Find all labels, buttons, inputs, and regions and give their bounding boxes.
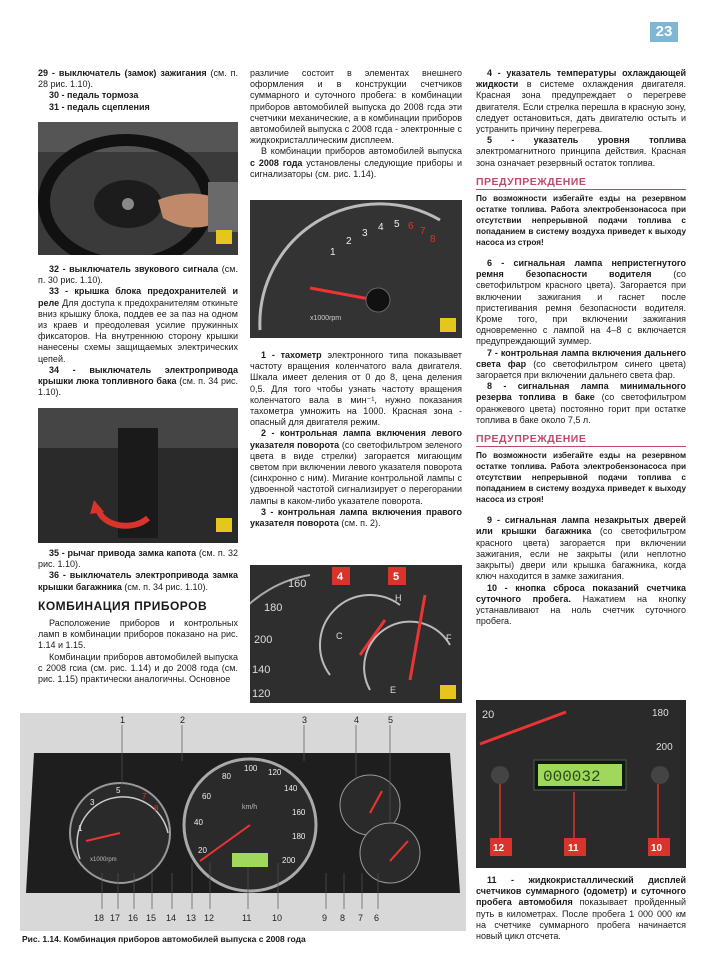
cluster-speed-tick: 120 — [268, 768, 282, 777]
cluster-callout: 4 — [354, 715, 360, 725]
photo-hood-lever — [38, 408, 238, 543]
column-1 — [38, 68, 238, 113]
callout-12: 12 — [493, 843, 505, 854]
col2-para-1: различие состоит в элементах внешнего оформления и в конструкции счетчиков суммарного и суточного пробега: в комбинации приборов автомобилей выпуска до 2008 гсда эти счетчики механические, а в комбинации приборов автомобилей выпуска с 2008 гсда - электронные с жидкокристаллическим дисплеем. — [250, 68, 462, 146]
gauge-fuel-f: F — [446, 633, 452, 643]
cluster-callout: 13 — [186, 913, 197, 923]
lcd-tick-200: 200 — [656, 742, 673, 753]
photo-lcd-display — [476, 700, 686, 868]
cluster-callout: 11 — [242, 913, 252, 923]
warning-title-1: ПРЕДУПРЕЖДЕНИЕ — [476, 177, 686, 190]
cluster-callout: 14 — [166, 913, 177, 923]
photo-temp-fuel-gauges — [250, 565, 462, 703]
cluster-callout: 3 — [302, 715, 308, 725]
section-title: КОМБИНАЦИЯ ПРИБОРОВ — [38, 598, 208, 613]
cluster-callout: 17 — [110, 913, 121, 923]
cluster-callout: 18 — [94, 913, 105, 923]
item-10-text: Нажатием на кнопку устанавливают на ноль счетчик суточного пробега. — [476, 593, 686, 627]
cluster-speed-tick: 140 — [284, 784, 298, 793]
item-4-text: в системе охлаждения двигателя. Красная зона предупреждает о перегреве двигателя. Если стрелка перешла в красную зону, следует остановиться, дать двигателю остыть и устранить причину перегрева. — [476, 79, 686, 135]
item-2-text: (со светофильтром зеленого цвета в виде стрелки) загорается мигающим светом при включении левого указателя поворота (синхронно с ним). Мигание контрольной лампы с удвоенной частотой сигнализирует о перегорании лампы в каком-либо указателе поворота. — [250, 439, 462, 506]
cluster-tacho-tick: 3 — [90, 798, 95, 807]
tacho-tick: 1 — [330, 247, 336, 258]
item-11-title: 11 - жидкокристаллический дисплей счетчиков суммарного (одометр) и суточного пробега автомобиля — [476, 875, 686, 908]
item-3-title: 3 - контрольная лампа включения правого указателя поворота — [250, 506, 462, 529]
photo-instrument-cluster — [20, 713, 466, 931]
cluster-tacho-tick: 8 — [154, 804, 159, 813]
callout-10: 10 — [651, 843, 663, 854]
tacho-tick: 3 — [362, 228, 368, 239]
cluster-callout: 10 — [272, 913, 283, 923]
item-1-title: 1 - тахометр — [261, 350, 322, 360]
item-9-text: (со светофильтром красного цвета) загорается при включении зажигания, если не закрыты (или неплотно закрыты) двери или крышка багажника, когда ключ находится в замке зажигания. — [476, 526, 686, 582]
column-2-b — [250, 350, 462, 529]
detail-speed-tick: 180 — [264, 602, 283, 614]
item-7-title: 7 - контрольная лампа включения дальнего света фар — [476, 347, 686, 369]
item-8-title: 8 - сигнальная лампа минимального резерва топлива в баке — [476, 381, 686, 403]
item-1-text: электронного типа показывает частоту вращения коленчатого вала двигателя. Шкала имеет деления от 0 до 8, цена деления 0,5. Для того чтобы узнать частоту вращения коленчатого вала в мин⁻¹, нужно показания тахометра умножить на 1000. Красная зона - опасный для двигателя режим. — [250, 350, 463, 428]
intro-1: Расположение приборов и контрольных ламп в комбинации приборов показано на рис. 1.14 и 1.15. — [38, 618, 238, 651]
cluster-callout: 9 — [322, 913, 328, 923]
cluster-tacho-unit: x1000rpm — [90, 857, 117, 863]
intro-2: Комбинации приборов автомобилей выпуска с 2008 гсиа (см. рис. 1.14) и до 2008 года (см. рис. 1.15) практически аналогичны. Основное — [38, 651, 238, 685]
page-number: 23 — [650, 22, 678, 42]
col2-para-2b: с 2008 года — [250, 157, 303, 168]
gauge-temp-h: H — [395, 593, 402, 603]
tacho-tick: 5 — [394, 219, 400, 230]
cluster-tacho-tick: 1 — [78, 824, 83, 833]
gauge-temp-c: C — [336, 631, 343, 641]
tacho-tick: 8 — [430, 234, 436, 245]
cluster-callout: 5 — [388, 715, 394, 725]
item-32-ref: (см. п. 30 рис. 1.10). — [38, 264, 238, 286]
column-3-b — [476, 875, 686, 942]
detail-speed-tick: 140 — [252, 664, 271, 676]
callout-4: 4 — [337, 571, 344, 583]
column-1-c — [38, 548, 238, 685]
cluster-callout: 1 — [120, 715, 126, 725]
item-6-title: 6 - сигнальная лампа непристегнутого ремня безопасности водителя — [476, 258, 686, 280]
item-34-title: 34 - выключатель электропривода крышки люка топливного бака — [38, 364, 238, 387]
tacho-tick: 6 — [408, 221, 414, 232]
cluster-speed-tick: 200 — [282, 856, 296, 865]
tacho-tick: 4 — [378, 222, 384, 233]
cluster-speed-unit: km/h — [242, 804, 258, 811]
item-33-text: Для доступа к предохранителям откиньте вниз крышку блока, поддев ее за паз на одном из краев и преодолевая усилие пружинных фиксаторов. На внутреннюю сторону крышки нанесены схемы защищаемых электрических цепей. — [38, 297, 238, 364]
callout-11: 11 — [568, 843, 579, 854]
item-32-title: 32 - выключатель звукового сигнала — [49, 264, 219, 274]
gauge-fuel-e: E — [390, 685, 397, 695]
item-29-ref: (см. п. 28 рис. 1.10). — [38, 68, 238, 90]
column-1-b — [38, 264, 238, 398]
figure-caption: Рис. 1.14. Комбинация приборов автомобилей выпуска с 2008 года — [22, 934, 306, 944]
column-2 — [250, 68, 462, 180]
callout-5: 5 — [393, 571, 400, 583]
detail-speed-tick: 160 — [288, 578, 307, 590]
item-7-text: (со светофильтром синего цвета) загорается при включении дальнего света фар. — [476, 358, 686, 381]
item-33-title: 33 - крышка блока предохранителей и реле — [38, 286, 238, 308]
item-31-title: 31 - педаль сцепления — [49, 101, 150, 112]
tacho-unit: x1000rpm — [310, 315, 342, 322]
item-5-text: электромагнитного принципа действия. Красная зона означает резервный остаток топлива. — [476, 146, 686, 168]
cluster-callout: 15 — [146, 913, 157, 923]
item-36-title: 36 - выключатель электропривода замка крышки багажника — [38, 570, 238, 592]
cluster-speed-tick: 40 — [194, 818, 203, 827]
lcd-value: 000032 — [543, 768, 601, 786]
item-30-title: 30 - педаль тормоза — [49, 90, 139, 101]
item-11-text: показывает пройденный путь в километрах. После пробега 1 000 000 км на счетчике суммарного пробега начинается новый цикл отсчета. — [476, 897, 686, 942]
cluster-callout: 2 — [180, 715, 186, 725]
detail-speed-tick: 120 — [252, 688, 271, 700]
cluster-callout: 12 — [204, 913, 215, 923]
item-5-title: 5 - указатель уровня топлива — [487, 135, 686, 146]
cluster-speed-tick: 60 — [202, 792, 211, 801]
tacho-tick: 7 — [420, 226, 426, 237]
lcd-tick-180: 180 — [652, 708, 669, 719]
cluster-speed-tick: 20 — [198, 846, 207, 855]
photo-tachometer — [250, 200, 462, 338]
cluster-tacho-tick: 7 — [142, 792, 147, 801]
cluster-callout: 8 — [340, 913, 346, 923]
tacho-tick: 2 — [346, 236, 352, 247]
warning-text-1: По возможности избегайте езды на резервном остатке топлива. Работа электробензонасоса при отсутствии непрерывной подачи топлива с попаданием в систему воздуха приведет к выходу насоса из строя! — [476, 194, 686, 248]
item-10-title: 10 - кнопка сброса показаний счетчика суточного пробега. — [476, 582, 686, 604]
detail-speed-tick: 200 — [254, 634, 273, 646]
item-3-ref: (см. п. 2). — [338, 518, 381, 529]
warning-text-2: По возможности избегайте езды на резервном остатке топлива. Работа электробензонасоса при отсутствии непрерывной подачи топлива с попаданием в систему воздуха приведет к выходу насоса из строя! — [476, 451, 686, 505]
photo-steering-wheel — [38, 122, 238, 255]
col2-para-2a: В комбинации приборов автомобилей выпуска — [261, 146, 462, 157]
item-4-title: 4 - указатель температуры охлаждающей жидкости — [476, 68, 686, 90]
item-35-ref: (см. п. 32 рис. 1.10). — [38, 548, 239, 570]
item-2-title: 2 - контрольная лампа включения левого указателя поворота — [250, 428, 462, 450]
cluster-speed-tick: 180 — [292, 832, 306, 841]
cluster-callout: 16 — [128, 913, 139, 923]
cluster-speed-tick: 80 — [222, 772, 231, 781]
lcd-tick-20: 20 — [482, 709, 495, 721]
cluster-speed-tick: 100 — [244, 764, 258, 773]
item-6-text: (со светофильтром красного цвета). Загорается при включении зажигания и гаснет после пристегивания ремня безопасности водителя. Кроме того, при включении зажигания одновременно с лампой на 4–8 с включается предупреждающий зуммер. — [476, 269, 686, 347]
col2-para-2c: установлены следующие приборы и сигнализаторы (см. рис. 1.14). — [250, 157, 462, 179]
cluster-tacho-tick: 5 — [116, 786, 121, 795]
item-35-title: 35 - рычаг привода замка капота — [49, 548, 197, 558]
item-36-ref: (см. п. 34 рис. 1.10). — [121, 581, 209, 592]
cluster-callout: 6 — [374, 913, 380, 923]
column-3 — [476, 68, 686, 627]
item-29-title: 29 - выключатель (замок) зажигания — [38, 68, 207, 78]
cluster-speed-tick: 160 — [292, 808, 306, 817]
item-8-text: (со светофильтром оранжевого цвета) постоянно горит при остатке топлива в баке около 7,5 л. — [476, 392, 687, 425]
item-34-ref: (см. п. 34 рис. 1.10). — [38, 376, 238, 398]
item-9-title: 9 - сигнальная лампа незакрытых дверей или крышки багажника — [476, 515, 686, 537]
cluster-callout: 7 — [358, 913, 364, 923]
warning-title-2: ПРЕДУПРЕЖДЕНИЕ — [476, 434, 686, 447]
